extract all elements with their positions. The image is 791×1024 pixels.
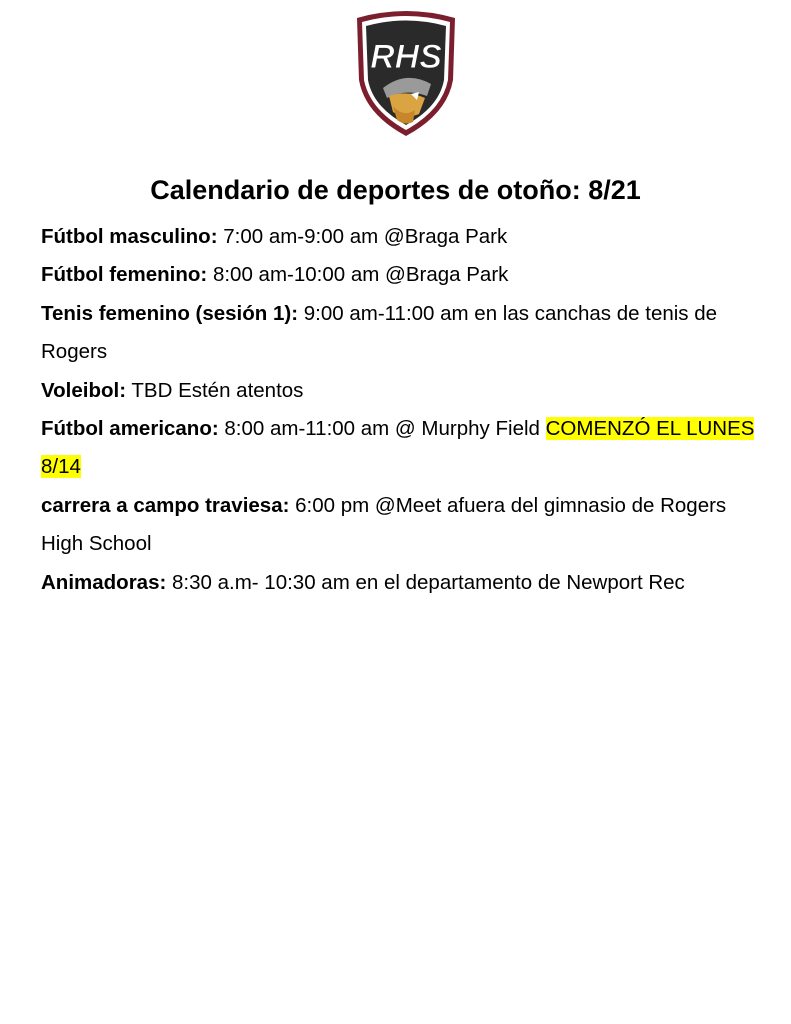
- schedule-item-cross-country: [41, 487, 756, 564]
- schedule-label: Voleibol:: [41, 378, 127, 402]
- schedule-details: TBD Estén atentos: [126, 378, 304, 402]
- viking-shield-icon: [353, 10, 459, 138]
- schedule-label: carrera a campo traviesa:: [41, 493, 290, 517]
- page-title: Calendario de deportes de otoño: 8/21: [150, 175, 641, 205]
- schedule-details: 7:00 am-9:00 am @Braga Park: [217, 225, 508, 248]
- schedule-details: 9:00 am-11:00 am en las canchas de tenis de Rogers: [41, 301, 718, 364]
- schedule-label: Tenis femenino (sesión 1):: [41, 301, 299, 325]
- schedule-label: Animadoras:: [41, 570, 167, 594]
- schedule-label: Fútbol femenino:: [41, 263, 208, 287]
- school-logo: [353, 10, 459, 138]
- schedule-label: Fútbol masculino:: [41, 225, 218, 248]
- highlighted-notice: COMENZÓ EL LUNES 8/14: [41, 417, 755, 479]
- logo-text: RHS: [370, 38, 442, 76]
- sports-schedule: [41, 218, 756, 602]
- schedule-details: 6:00 pm @Meet afuera del gimnasio de Rogers High School: [41, 493, 727, 556]
- schedule-item-volleyball: [41, 372, 756, 410]
- schedule-details: 8:30 a.m- 10:30 am en el departamento de Newport Rec: [166, 570, 685, 594]
- schedule-item-girls-soccer: [41, 256, 756, 294]
- schedule-item-football: [41, 410, 756, 487]
- schedule-details: 8:00 am-10:00 am @Braga Park: [207, 263, 509, 287]
- schedule-details: 8:00 am-11:00 am @ Murphy Field: [218, 417, 546, 441]
- schedule-item-boys-soccer: [41, 218, 756, 256]
- schedule-label: Fútbol americano:: [41, 417, 219, 441]
- schedule-item-girls-tennis: [41, 295, 756, 372]
- schedule-item-cheerleading: [41, 564, 756, 602]
